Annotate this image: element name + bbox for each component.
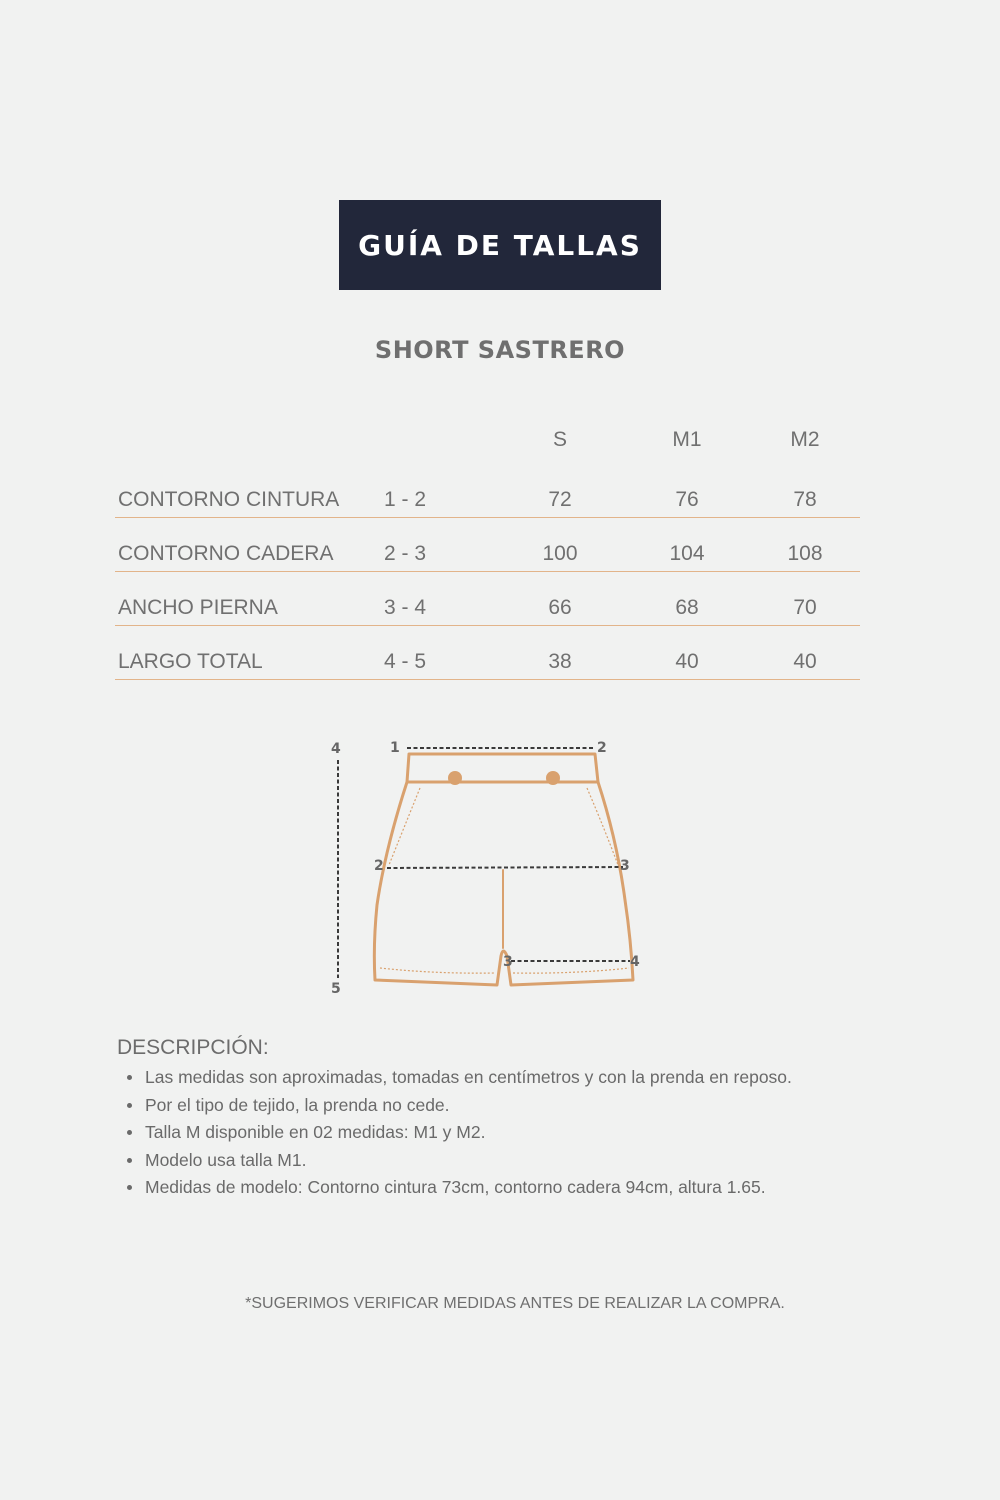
value-m2: 78 [793,488,817,511]
value-m2: 40 [793,650,817,673]
marker-3-leg: 3 [503,954,513,970]
value-s: 38 [548,650,572,673]
measure-points: 1 - 2 [383,488,427,511]
marker-2-waist: 2 [597,740,607,756]
product-name: SHORT SASTRERO [374,336,626,364]
page-title: GUÍA DE TALLAS [339,200,661,290]
description-title: DESCRIPCIÓN: [117,1036,269,1059]
list-item: Las medidas son aproximadas, tomadas en centímetros y con la prenda en reposo. [145,1064,856,1092]
table-row [115,626,860,680]
shorts-icon [325,730,655,1005]
value-m2: 70 [793,596,817,619]
table-row [115,572,860,626]
measure-points: 4 - 5 [383,650,427,673]
table-row [115,518,860,572]
marker-2-hip: 2 [374,858,384,874]
size-table-header [115,420,860,464]
size-header-m2: M2 [790,428,820,451]
size-table [115,420,860,680]
list-item: Talla M disponible en 02 medidas: M1 y M2. [145,1119,856,1147]
measure-points: 2 - 3 [383,542,427,565]
value-m1: 76 [675,488,699,511]
measure-name: CONTORNO CADERA [118,542,334,565]
marker-3-hip: 3 [620,858,630,874]
marker-1-waist: 1 [390,740,400,756]
measure-points: 3 - 4 [383,596,427,619]
value-s: 100 [542,542,578,565]
value-m1: 104 [669,542,705,565]
marker-4-length: 4 [331,741,341,757]
value-m2: 108 [787,542,823,565]
measure-name: ANCHO PIERNA [118,596,278,619]
size-header-m1: M1 [672,428,702,451]
footnote: *SUGERIMOS VERIFICAR MEDIDAS ANTES DE REALIZAR LA COMPRA. [245,1295,785,1312]
marker-4-leg: 4 [630,954,640,970]
list-item: Por el tipo de tejido, la prenda no cede. [145,1092,856,1120]
list-item: Modelo usa talla M1. [145,1147,856,1175]
value-s: 72 [548,488,572,511]
value-s: 66 [548,596,572,619]
size-header-s: S [552,428,568,451]
value-m1: 40 [675,650,699,673]
description-list [145,1064,856,1202]
list-item: Medidas de modelo: Contorno cintura 73cm, contorno cadera 94cm, altura 1.65. [145,1174,856,1202]
table-row [115,464,860,518]
measure-name: LARGO TOTAL [118,650,263,673]
marker-5-length: 5 [331,981,341,997]
value-m1: 68 [675,596,699,619]
measure-name: CONTORNO CINTURA [118,488,340,511]
